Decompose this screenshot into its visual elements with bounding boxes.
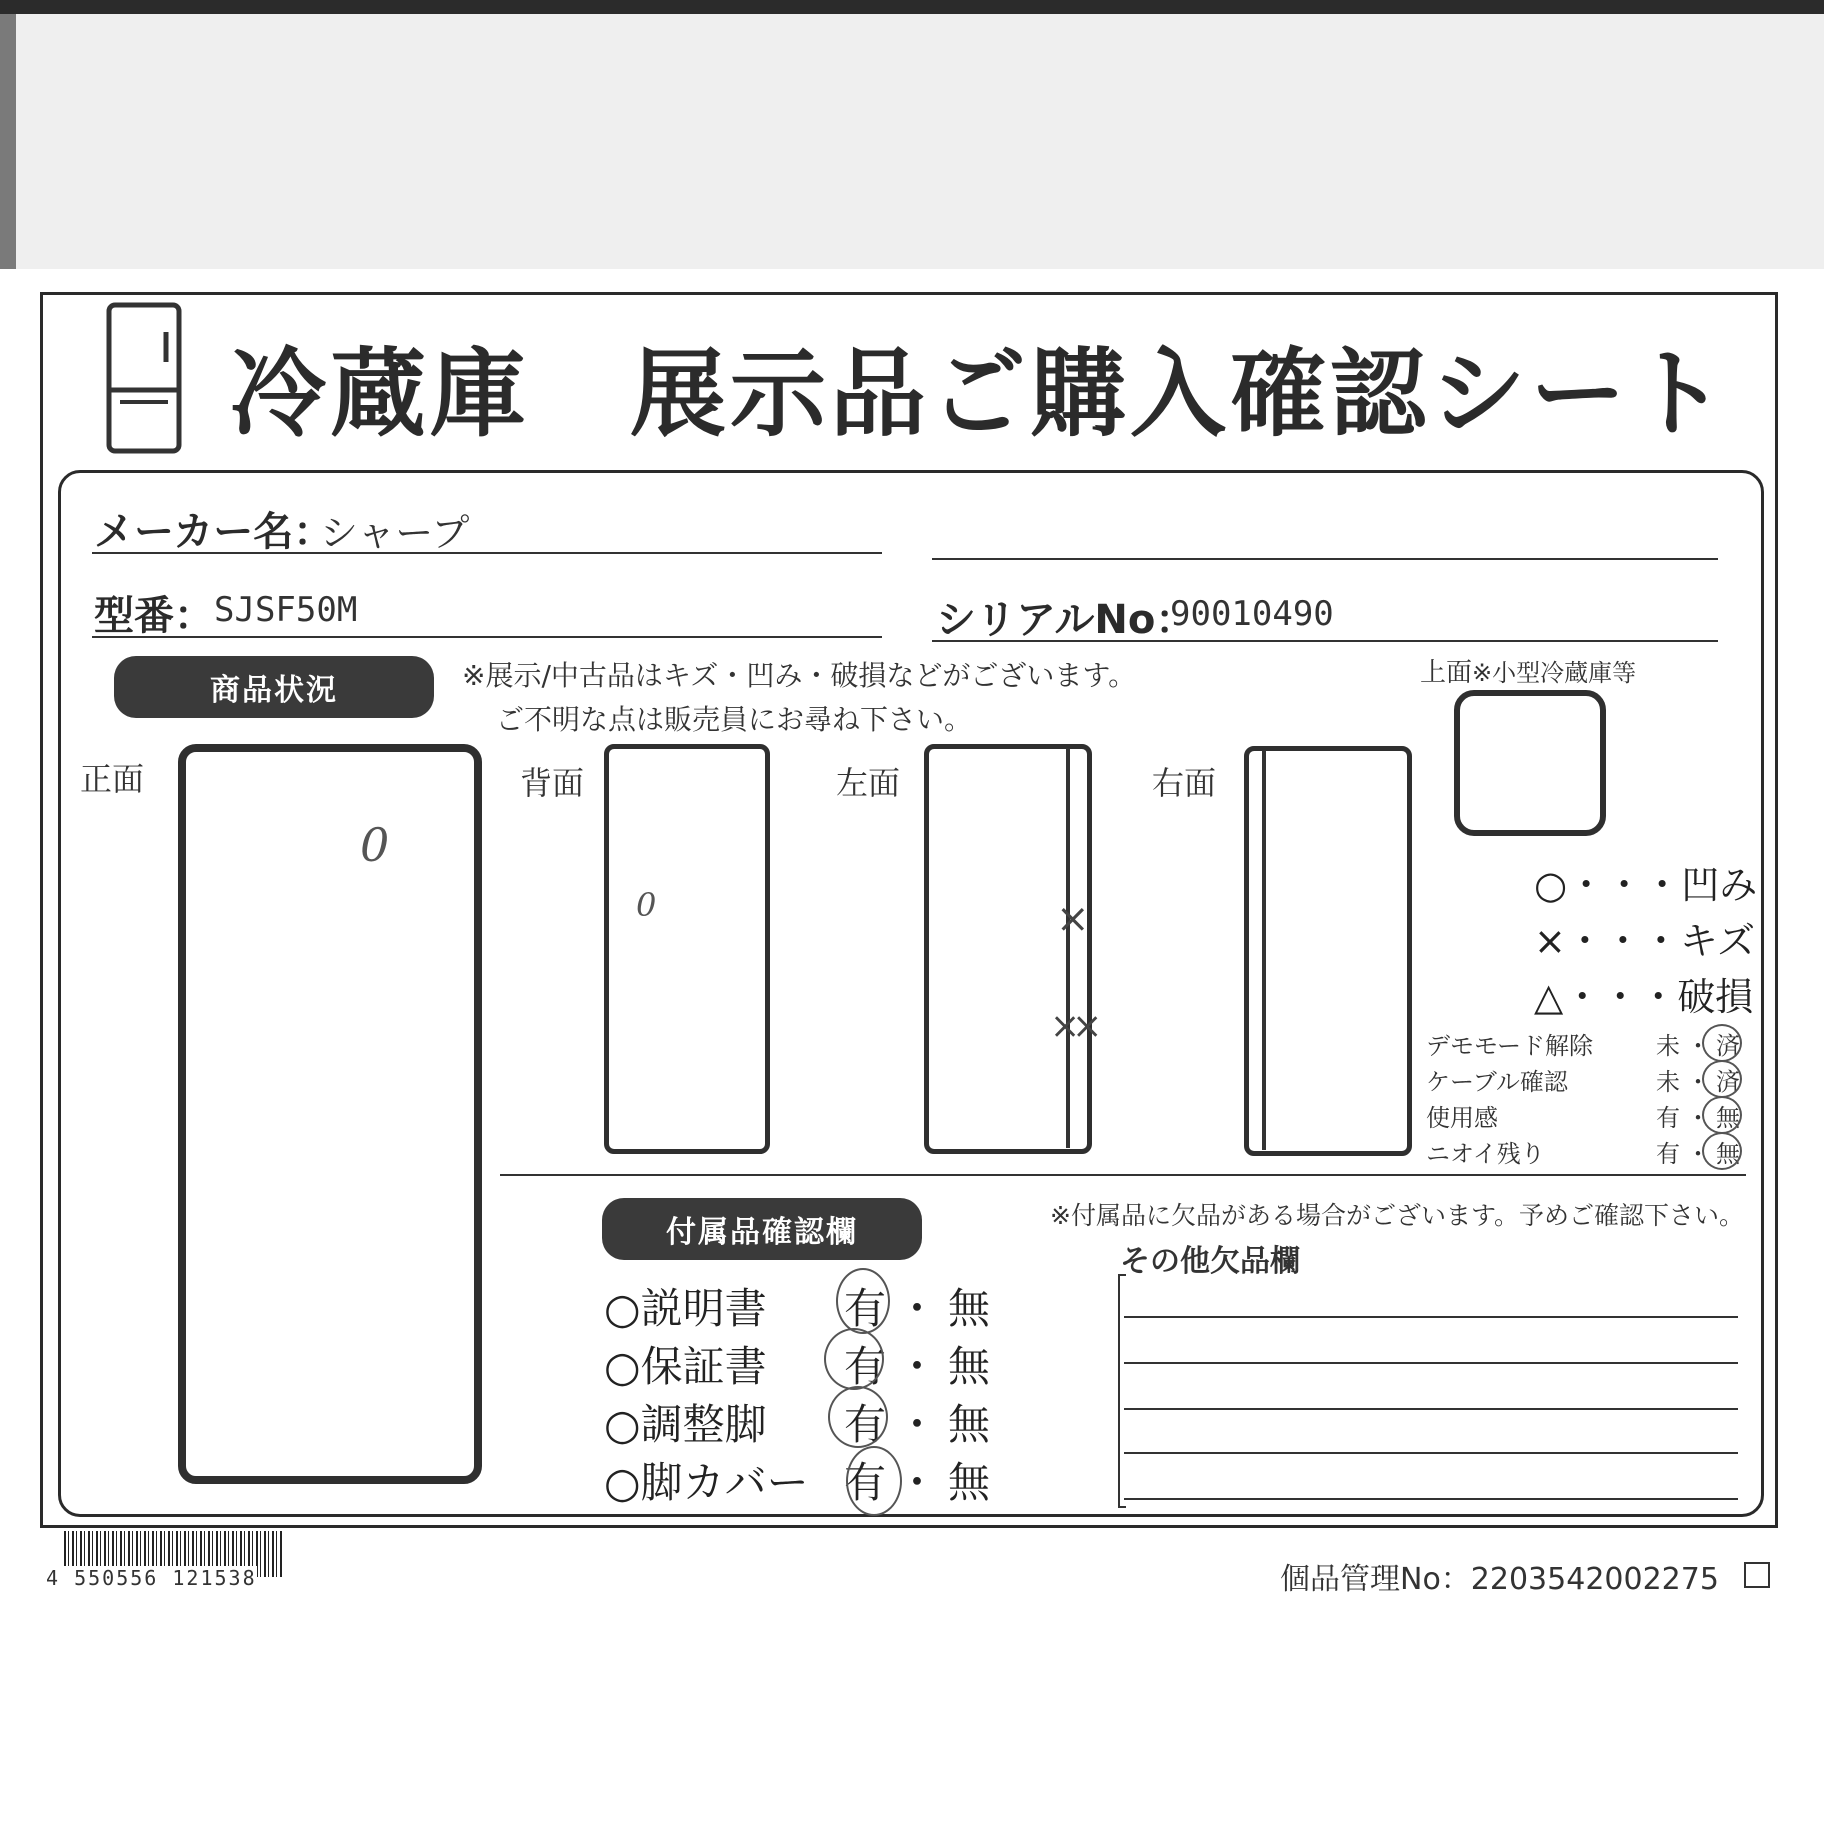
management-number <box>1280 1554 1719 1598</box>
selected-option-ring <box>1702 1024 1742 1062</box>
legend-dots: ・・・ <box>1567 863 1682 907</box>
check-options[interactable]: 有・無 <box>1656 1104 1746 1132</box>
management-label: 個品管理No： <box>1280 1562 1471 1597</box>
left-face-edge-line <box>1066 748 1070 1148</box>
left-damage-mark-1: × <box>1056 896 1090 942</box>
accessory-label: ○脚カバー <box>604 1458 809 1507</box>
serial-label: シリアルNo： <box>936 597 1196 643</box>
top-face-note: ※小型冷蔵庫等 <box>1472 659 1637 687</box>
legend-meaning: キズ <box>1679 919 1756 963</box>
refrigerator-icon <box>106 302 182 454</box>
check-options[interactable]: 有・無 <box>1656 1140 1746 1168</box>
condition-section-label: 商品状況 <box>114 656 434 718</box>
legend-meaning: 凹み <box>1681 863 1758 907</box>
right-face-edge-line <box>1262 750 1266 1150</box>
management-value: 2203542002275 <box>1470 1562 1719 1597</box>
accessory-row <box>604 1276 1000 1334</box>
maker-value[interactable]: シャープ <box>320 511 470 555</box>
legend-dots: ・・・ <box>1565 919 1680 963</box>
front-face-label: 正面 <box>80 760 145 798</box>
accessory-list <box>604 1276 1000 1508</box>
selected-option-ring <box>1702 1096 1742 1134</box>
section-divider <box>500 1174 1746 1176</box>
accessory-options[interactable]: 有・無 <box>844 1458 1001 1507</box>
scan-border-top <box>0 0 1824 14</box>
accessories-notice: ※付属品に欠品がある場合がございます。予めご確認下さい。 <box>1050 1201 1744 1230</box>
sheet-title: 冷蔵庫 展示品ご購入確認シート <box>230 338 1730 450</box>
other-missing-label: その他欠品欄 <box>1120 1244 1300 1279</box>
top-face-panel[interactable] <box>1454 690 1606 836</box>
scan-border-left <box>0 14 16 269</box>
serial-value[interactable]: 90010490 <box>1170 594 1334 634</box>
accessory-options[interactable]: 有・無 <box>844 1284 1001 1333</box>
legend-row-damage <box>1534 966 1757 1022</box>
accessory-row <box>604 1392 1000 1450</box>
other-missing-line[interactable] <box>1124 1498 1738 1500</box>
circle-symbol-icon: ○ <box>1534 863 1568 907</box>
accessory-row <box>604 1450 1000 1508</box>
check-label: ニオイ残り <box>1426 1140 1545 1168</box>
check-row <box>1426 1134 1746 1170</box>
back-face-label: 背面 <box>520 764 585 802</box>
check-row <box>1426 1098 1746 1134</box>
accessory-label: ○保証書 <box>604 1342 767 1391</box>
other-missing-line[interactable] <box>1124 1362 1738 1364</box>
blank-underline <box>932 558 1718 560</box>
selected-option-ring <box>1702 1132 1742 1170</box>
legend-dots: ・・・ <box>1563 975 1678 1019</box>
serial-underline <box>932 640 1718 642</box>
accessories-section-label: 付属品確認欄 <box>602 1198 922 1260</box>
triangle-symbol-icon: △ <box>1534 975 1564 1019</box>
condition-notice-line2: ご不明な点は販売員にお尋ね下さい。 <box>496 703 973 736</box>
accessory-options[interactable]: 有・無 <box>844 1400 1001 1449</box>
damage-legend <box>1534 854 1757 1022</box>
right-face-panel[interactable] <box>1244 746 1412 1156</box>
model-underline <box>92 636 882 638</box>
other-missing-line[interactable] <box>1124 1408 1738 1410</box>
accessory-options[interactable]: 有・無 <box>844 1342 1001 1391</box>
legend-row-scratch <box>1534 910 1757 966</box>
back-face-panel[interactable] <box>604 744 770 1154</box>
maker-underline <box>92 552 882 554</box>
left-damage-mark-2: ×× <box>1050 1006 1095 1047</box>
model-label: 型番： <box>94 593 214 639</box>
scan-background <box>0 14 1824 269</box>
checkbox[interactable] <box>1744 1562 1770 1588</box>
selected-option-ring <box>836 1268 890 1334</box>
right-face-label: 右面 <box>1152 764 1217 802</box>
front-damage-mark: 0 <box>360 818 390 872</box>
check-row <box>1426 1062 1746 1098</box>
selected-option-ring <box>846 1446 902 1516</box>
legend-meaning: 破損 <box>1677 975 1754 1019</box>
check-label: デモモード解除 <box>1426 1032 1594 1060</box>
condition-notice-line1: ※展示/中古品はキズ・凹み・破損などがございます。 <box>462 659 1137 692</box>
accessory-label: ○調整脚 <box>604 1400 767 1449</box>
cross-symbol-icon: × <box>1534 919 1566 963</box>
selected-option-ring <box>824 1328 884 1390</box>
check-row <box>1426 1026 1746 1062</box>
status-checks <box>1426 1026 1746 1170</box>
check-options[interactable]: 未・済 <box>1656 1068 1746 1096</box>
other-missing-line[interactable] <box>1124 1452 1738 1454</box>
top-face-label: 上面 <box>1420 658 1473 688</box>
maker-label: メーカー名： <box>94 509 334 555</box>
back-damage-mark: 0 <box>636 886 657 924</box>
barcode-number: 4 550556 121538 <box>46 1566 257 1590</box>
front-face-panel[interactable] <box>178 744 482 1484</box>
other-missing-bracket <box>1118 1274 1126 1508</box>
left-face-label: 左面 <box>836 764 901 802</box>
check-options[interactable]: 未・済 <box>1656 1032 1746 1060</box>
check-label: 使用感 <box>1426 1104 1498 1132</box>
selected-option-ring <box>1702 1060 1742 1098</box>
selected-option-ring <box>828 1386 888 1448</box>
accessory-label: ○説明書 <box>604 1284 767 1333</box>
check-label: ケーブル確認 <box>1426 1068 1568 1096</box>
model-value[interactable]: SJSF50M <box>214 590 358 630</box>
legend-row-dent <box>1534 854 1757 910</box>
other-missing-line[interactable] <box>1124 1316 1738 1318</box>
accessory-row <box>604 1334 1000 1392</box>
top-face-caption <box>1420 652 1636 689</box>
